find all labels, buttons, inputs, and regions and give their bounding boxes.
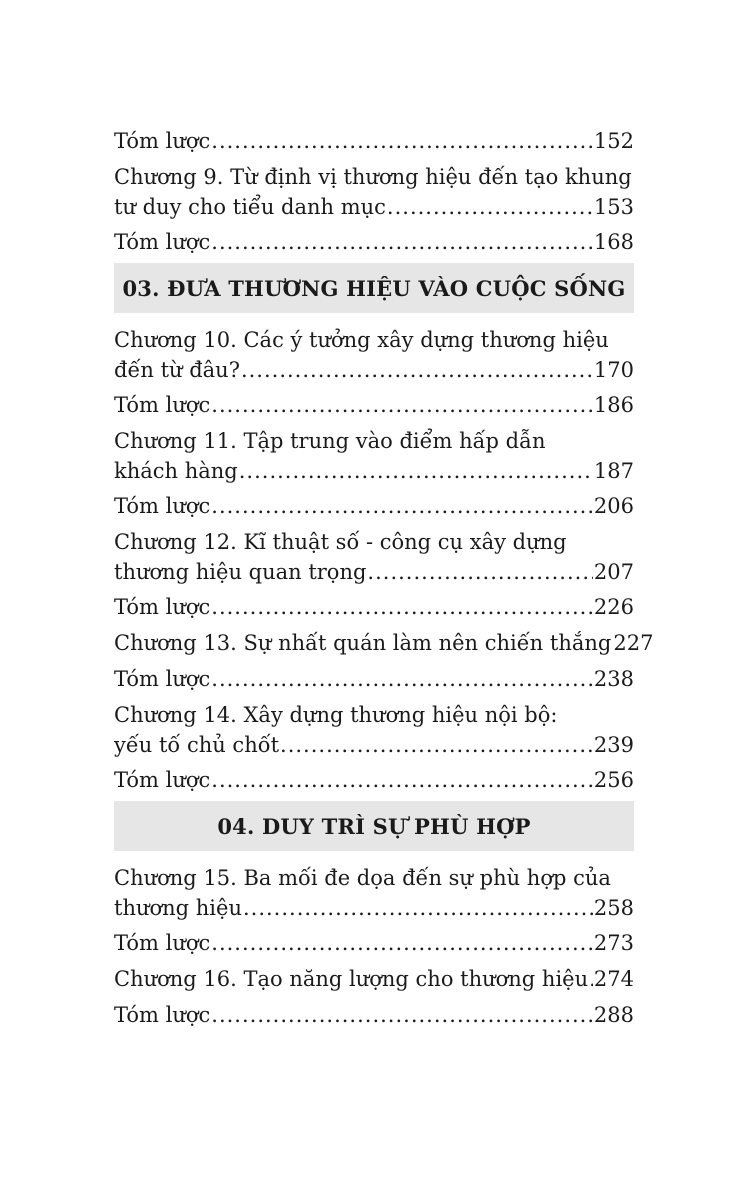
toc-entry-label: Tóm lược <box>114 1003 211 1027</box>
toc-entry-label: Chương 16. Tạo năng lượng cho thương hiệu <box>114 967 589 991</box>
toc-entry-title-line: Chương 12. Kĩ thuật số - công cụ xây dựng <box>114 530 567 554</box>
toc-entry-page: 227 <box>613 631 654 655</box>
toc-entry-page: 256 <box>593 768 634 792</box>
toc-entry-chapter-15 <box>114 863 634 923</box>
toc-entry-page: 274 <box>593 967 634 991</box>
toc-entry-title-line: Chương 10. Các ý tưởng xây dựng thương hiệu <box>114 328 609 352</box>
toc-entry-chapter-10 <box>114 325 634 385</box>
toc-entry-label: Tóm lược <box>114 667 211 691</box>
toc-entry-page: 187 <box>593 459 634 483</box>
toc-entry-page: 273 <box>593 931 634 955</box>
toc-entry-label: khách hàng <box>114 459 238 483</box>
toc-entry-title-line: Chương 15. Ba mối đe dọa đến sự phù hợp của <box>114 866 611 890</box>
toc-entry-label: thương hiệu <box>114 896 242 920</box>
toc-entry-page: 226 <box>593 595 634 619</box>
toc-entry-label: Tóm lược <box>114 595 211 619</box>
table-of-contents <box>114 126 654 1036</box>
toc-entry-label: đến từ đâu? <box>114 358 240 382</box>
toc-entry-summary <box>114 928 634 958</box>
toc-entry-label: Tóm lược <box>114 494 211 518</box>
toc-entry-chapter-16 <box>114 964 634 994</box>
toc-entry-summary <box>114 126 634 156</box>
toc-entry-chapter-11 <box>114 426 634 486</box>
toc-entry-chapter-12 <box>114 527 634 587</box>
toc-entry-label: Tóm lược <box>114 931 211 955</box>
toc-entry-label: Tóm lược <box>114 393 211 417</box>
toc-entry-page: 170 <box>593 358 634 382</box>
toc-entry-label: thương hiệu quan trọng <box>114 560 367 584</box>
toc-entry-page: 153 <box>593 195 634 219</box>
toc-entry-label: Tóm lược <box>114 768 211 792</box>
toc-entry-label: tư duy cho tiểu danh mục <box>114 195 386 219</box>
toc-entry-summary <box>114 664 634 694</box>
toc-entry-page: 288 <box>593 1003 634 1027</box>
toc-entry-page: 258 <box>593 896 634 920</box>
toc-entry-summary <box>114 765 634 795</box>
toc-entry-label: yếu tố chủ chốt <box>114 733 280 757</box>
toc-entry-summary <box>114 390 634 420</box>
toc-entry-page: 239 <box>593 733 634 757</box>
toc-entry-chapter-14 <box>114 700 634 760</box>
toc-entry-chapter-9 <box>114 162 634 222</box>
toc-entry-page: 168 <box>593 230 634 254</box>
toc-entry-title-line: Chương 14. Xây dựng thương hiệu nội bộ: <box>114 703 558 727</box>
toc-entry-summary <box>114 227 634 257</box>
toc-entry-summary <box>114 592 634 622</box>
toc-entry-label: Tóm lược <box>114 129 211 153</box>
section-heading-04: 04. DUY TRÌ SỰ PHÙ HỢP <box>114 801 634 851</box>
toc-entry-summary <box>114 491 634 521</box>
toc-entry-chapter-13 <box>114 628 654 658</box>
toc-entry-label: Chương 13. Sự nhất quán làm nên chiến thắng <box>114 631 612 655</box>
toc-entry-title-line: Chương 9. Từ định vị thương hiệu đến tạo khung <box>114 165 632 189</box>
section-heading-03: 03. ĐƯA THƯƠNG HIỆU VÀO CUỘC SỐNG <box>114 263 634 313</box>
toc-entry-page: 238 <box>593 667 634 691</box>
toc-entry-label: Tóm lược <box>114 230 211 254</box>
toc-entry-page: 207 <box>593 560 634 584</box>
toc-entry-page: 152 <box>593 129 634 153</box>
toc-entry-title-line: Chương 11. Tập trung vào điểm hấp dẫn <box>114 429 546 453</box>
toc-entry-summary <box>114 1000 634 1030</box>
toc-entry-page: 186 <box>593 393 634 417</box>
toc-entry-page: 206 <box>593 494 634 518</box>
